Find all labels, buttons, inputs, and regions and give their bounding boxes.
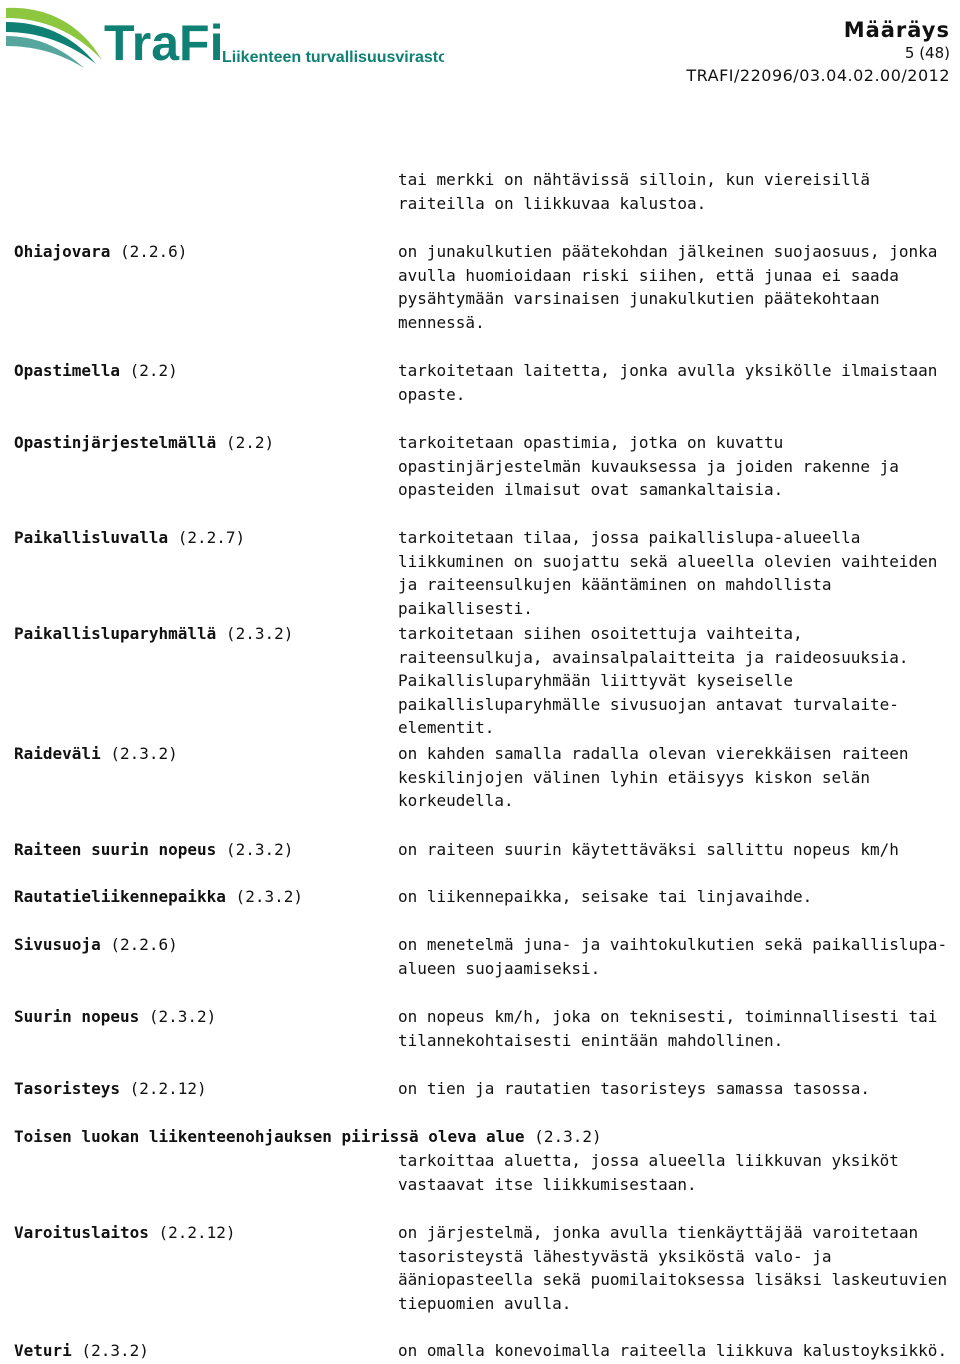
intro-paragraph: tai merkki on nähtävissä silloin, kun viereisillä raiteilla on liikkuvaa kalustoa. [398, 170, 871, 213]
definition-sivusuoja: on menetelmä juna- ja vaihtokulkutien sekä paikallislupa-alueen suojaamiseksi. [398, 935, 948, 978]
term-label: Varoituslaitos [14, 1223, 149, 1242]
term-ref: (2.3.2) [225, 887, 303, 906]
definition-ohiajovara: on junakulkutien päätekohdan jälkeinen suojaosuus, jonka avulla huomioidaan riski siihen, että junaa ei saada pysähtymään varsinaisen junakulkutien päätekohtaan mennessä. [398, 242, 938, 332]
term-opastinjarjestelmalla [14, 431, 274, 455]
term-varoituslaitos [14, 1221, 236, 1245]
term-label: Raiteen suurin nopeus [14, 840, 217, 859]
definition-raiteen-suurin-nopeus: on raiteen suurin käytettäväksi sallittu nopeus km/h [398, 840, 899, 859]
term-label: Opastimella [14, 361, 120, 380]
term-raidevali [14, 742, 178, 766]
document-type: Määräys [843, 18, 950, 42]
term-ref: (2.3.2) [216, 840, 294, 859]
term-label: Paikallisluparyhmällä [14, 624, 217, 643]
term-tasoristeys [14, 1077, 207, 1101]
definition-paikallisluvalla: tarkoitetaan tilaa, jossa paikallislupa-alueella liikkuminen on suojattu sekä alueella olevien vaihteiden ja raiteensulkujen kääntäminen on mahdollista paikallisesti. [398, 528, 938, 618]
term-toisen-luokan-alue [14, 1125, 602, 1149]
term-label: Rautatieliikennepaikka [14, 887, 226, 906]
definition-varoituslaitos: on järjestelmä, jonka avulla tienkäyttäjää varoitetaan tasoristeystä lähestyvästä yksiköstä valo- ja ääniopasteella sekä puomilaitoksessa lisäksi laskeutuvien tiepuomien avulla. [398, 1223, 948, 1313]
definition-rautatieliikennepaikka: on liikennepaikka, seisake tai linjavaihde. [398, 887, 813, 906]
term-rautatieliikennepaikka [14, 885, 303, 909]
term-suurin-nopeus [14, 1005, 216, 1029]
term-label: Ohiajovara [14, 242, 111, 261]
term-ref: (2.3.2) [100, 744, 178, 763]
term-label: Toisen luokan liikenteenohjauksen piirissä oleva alue [14, 1127, 525, 1146]
term-label: Raideväli [14, 744, 101, 763]
term-label: Opastinjärjestelmällä [14, 433, 217, 452]
term-raiteen-suurin-nopeus [14, 838, 293, 862]
logo-brand: TraFi [104, 15, 224, 71]
definition-paikallisluparyhmalla: tarkoitetaan siihen osoitettuja vaihteita, raiteensulkuja, avainsalpalaitteita ja raideosuuksia. Paikallisluparyhmään liittyvät kyseiselle paikallisluparyhmälle sivusuojan antavat turvalaite-elementit. [398, 624, 909, 738]
definition-toisen-luokan-alue: tarkoittaa aluetta, jossa alueella liikkuvan yksiköt vastaavat itse liikkumisestaan. [398, 1151, 899, 1194]
definition-suurin-nopeus: on nopeus km/h, joka on teknisesti, toiminnallisesti tai tilannekohtaisesti enintään mahdollinen. [398, 1007, 938, 1050]
term-label: Tasoristeys [14, 1079, 120, 1098]
term-ref: (2.2.6) [110, 242, 188, 261]
term-label: Veturi [14, 1341, 72, 1360]
definition-tasoristeys: on tien ja rautatien tasoristeys samassa tasossa. [398, 1079, 871, 1098]
logo-subtitle: Liikenteen turvallisuusvirasto [222, 49, 444, 66]
term-ref: (2.3.2) [524, 1127, 602, 1146]
term-ref: (2.2) [119, 361, 178, 380]
definition-veturi: on omalla konevoimalla raiteella liikkuva kalustoyksikkö. [398, 1341, 948, 1360]
term-label: Suurin nopeus [14, 1007, 140, 1026]
definition-opastinjarjestelmalla: tarkoitetaan opastimia, jotka on kuvattu opastinjärjestelmän kuvauksessa ja joiden rakenne ja opasteiden ilmaisut ovat samankaltaisia. [398, 433, 899, 500]
term-ref: (2.2.7) [168, 528, 246, 547]
term-sivusuoja [14, 933, 178, 957]
term-ref: (2.2.12) [148, 1223, 236, 1242]
term-ref: (2.3.2) [71, 1341, 149, 1360]
term-label: Sivusuoja [14, 935, 101, 954]
term-ref: (2.2.12) [119, 1079, 207, 1098]
term-ref: (2.2.6) [100, 935, 178, 954]
term-opastimella [14, 359, 178, 383]
trafi-logo [4, 2, 444, 76]
document-reference: TRAFI/22096/03.04.02.00/2012 [686, 66, 950, 85]
term-ref: (2.3.2) [216, 624, 294, 643]
term-ref: (2.2) [216, 433, 275, 452]
trafi-swoosh-icon [4, 2, 444, 76]
definition-raidevali: on kahden samalla radalla olevan vierekkäisen raiteen keskilinjojen välinen lyhin etäisyys kiskon selän korkeudella. [398, 744, 909, 811]
page-number: 5 (48) [904, 44, 950, 62]
term-paikallisluparyhmalla [14, 622, 293, 646]
term-paikallisluvalla [14, 526, 245, 550]
term-ref: (2.3.2) [139, 1007, 217, 1026]
term-veturi [14, 1339, 149, 1363]
term-ohiajovara [14, 240, 187, 264]
definition-opastimella: tarkoitetaan laitetta, jonka avulla yksikölle ilmaistaan opaste. [398, 361, 938, 404]
term-label: Paikallisluvalla [14, 528, 169, 547]
